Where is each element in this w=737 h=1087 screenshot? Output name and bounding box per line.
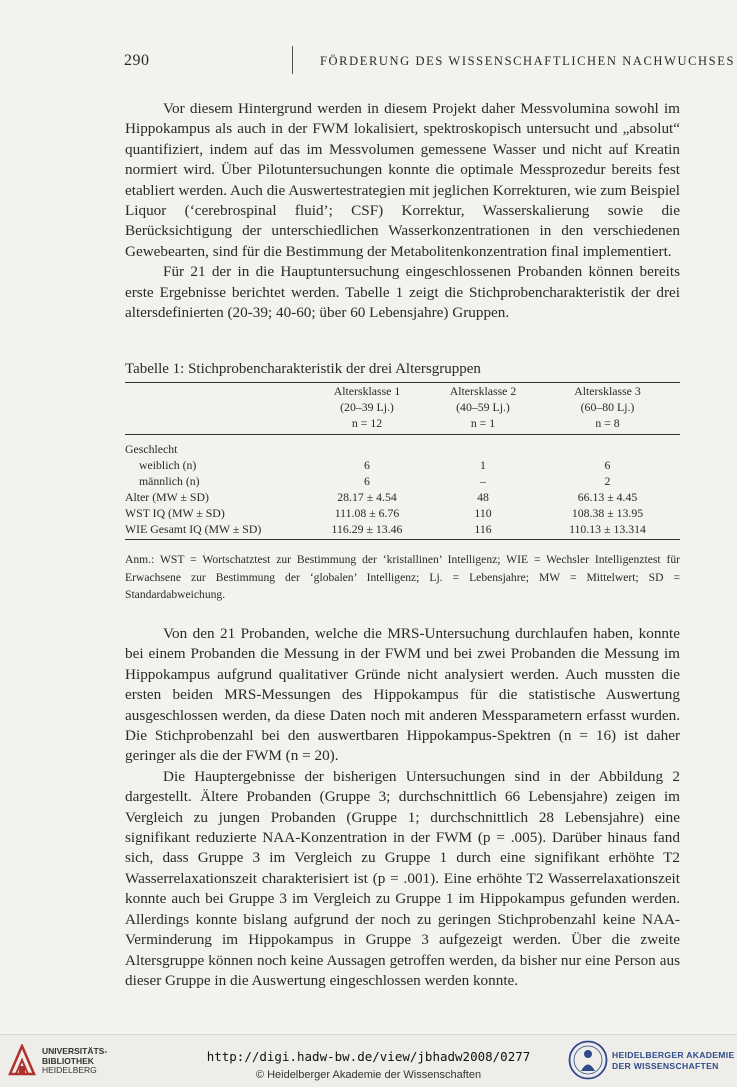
table-cell <box>303 435 431 458</box>
academy-name: HEIDELBERGER AKADEMIE DER WISSENSCHAFTEN <box>612 1050 735 1071</box>
column-header: Altersklasse 3 <box>574 384 641 398</box>
table-cell: 116 <box>431 521 535 540</box>
table-cell: – <box>480 474 486 488</box>
source-url-link[interactable]: http://digi.hadw-bw.de/view/jbhadw2008/0277 <box>206 1049 531 1064</box>
paragraph: Vor diesem Hintergrund werden in diesem Projekt daher Messvolumina sowohl im Hippokampus als auch in der FWM lokalisiert, spektroskopisch untersucht und „absolut“ quantifiziert, indem auf das im Messvolumen gemessene Wasser und nicht auf Kreatin normiert wird. Über Pilotuntersuchungen konnte die optimale Messprozedur bereits fest etabliert werden. Auch die Auswertestrategien mit jeglichen Korrekturen, wie zum Beispiel Liquor (‘cerebrospinal fluid’; CSF) Korrektur, Wasserskalierung sowie die Berücksichtigung der unterschiedlichen Wasserkonzentrationen in den verschiedenen Gewebearten, sind für die Bestimmung der Metabolitenkonzentration final implementiert. <box>125 100 681 260</box>
row-label: Alter (MW ± SD) <box>125 490 209 504</box>
row-label: männlich (n) <box>139 474 200 488</box>
academy-seal-icon <box>568 1040 608 1080</box>
page-number: 290 <box>124 52 150 69</box>
column-age-range: (60–80 Lj.) <box>580 400 635 414</box>
running-title: FÖRDERUNG DES WISSENSCHAFTLICHEN NACHWUCHSES <box>320 54 735 68</box>
table-row <box>125 505 680 521</box>
table-note: Anm.: WST = Wortschatztest zur Bestimmung der ‘kristallinen’ Intelligenz; WIE = Wechsler Intelligenztest für Erwachsene zur Bestimmung der ‘globalen’ Intelligenz; Lj. = Lebensjahre; MW = Mittelwert; SD = Standardabweichung. <box>125 553 680 601</box>
table-cell: 110 <box>474 506 492 520</box>
table-cell: 116.29 ± 13.46 <box>303 521 431 540</box>
table-cell: 48 <box>477 490 489 504</box>
table-row <box>125 473 680 489</box>
table-row <box>125 489 680 505</box>
table-cell: 108.38 ± 13.95 <box>571 506 644 520</box>
table-row <box>125 457 680 473</box>
university-library-name: UNIVERSITÄTS- BIBLIOTHEK HEIDELBERG <box>42 1046 108 1075</box>
table-cell <box>535 435 680 458</box>
table-cell <box>431 435 535 458</box>
table-cell: 2 <box>604 474 611 488</box>
table-cell: 1 <box>480 458 486 472</box>
digitization-footer <box>0 1034 737 1087</box>
running-header <box>120 52 735 76</box>
table-row <box>125 435 680 458</box>
table-cell: 6 <box>604 458 611 472</box>
column-header: Altersklasse 2 <box>449 384 517 398</box>
column-age-range: (20–39 Lj.) <box>340 400 394 414</box>
table-row <box>125 521 680 540</box>
table-header-row <box>125 383 680 400</box>
table-header-row <box>125 415 680 435</box>
column-age-range: (40–59 Lj.) <box>456 400 510 414</box>
table-cell: 6 <box>364 474 370 488</box>
paragraph: Für 21 der in die Hauptuntersuchung eingeschlossenen Probanden können bereits erste Ergebnisse berichtet werden. Tabelle 1 zeigt die Stichprobencharakteristik der drei altersdefinierten (20-39; 40-60; über 60 Lebensjahre) Gruppen. <box>125 263 680 322</box>
column-sample-size: n = 12 <box>351 416 383 430</box>
table-cell: 110.13 ± 13.314 <box>535 521 680 540</box>
table-cell: 6 <box>364 458 370 472</box>
table-cell: 28.17 ± 4.54 <box>337 490 397 504</box>
body-section-top <box>125 99 680 323</box>
copyright-notice: © Heidelberger Akademie der Wissenschaften <box>255 1069 482 1081</box>
paragraph: Die Hauptergebnisse der bisherigen Untersuchungen sind in der Abbildung 2 dargestellt. Ältere Probanden (Gruppe 3; durchschnittlich 66 Lebensjahre) zeigen im Vergleich zu jungen Probanden (Gruppe 1; durchschnittlich 28 Lebensjahre) eine signifikant reduzierte NAA-Konzentration in der FWM (p = .005). Darüber hinaus fand sich, dass Gruppe 3 im Vergleich zu Gruppe 1 durch eine signifikant erhöhte T2 Wasserrelaxationszeit charakterisiert ist (p = .001). Eine erhöhte T2 Wasserrelaxationszeit konnte auch bei Gruppe 3 im Vergleich zu Gruppe 1 im Hippokampus gefunden werden. Allerdings konnte bislang aufgrund der noch zu geringen Stichprobenzahl keine NAA-Verminderung im Hippokampus in Gruppe 3 aufgezeigt werden. Über die zweite Altersgruppe können noch keine Aussagen getroffen werden, da bisher nur eine Person aus dieser Gruppe in die Auswertung eingeschlossen werden konnte. <box>125 767 680 989</box>
row-label: WIE Gesamt IQ (MW ± SD) <box>125 521 303 540</box>
row-label: weiblich (n) <box>139 458 197 472</box>
paragraph: Von den 21 Probanden, welche die MRS-Untersuchung durchlaufen haben, konnte bei einem Probanden die Messung in der FWM und bei zwei Probanden die Messung im Hippokampus aufgrund qualitativer Gründe nicht analysiert werden. Auch mussten die ersten beiden MRS-Messungen des Hippokampus für die statistische Auswertung ausgeschlossen werden, da diese Daten noch mit anderen Messparametern erfasst wurden. Die Stichprobenzahl bei den auswertbaren Hippokampus-Spektren (n = 16) ist daher geringer als die der FWM (n = 20). <box>125 625 680 765</box>
table-header-row <box>125 399 680 415</box>
column-sample-size: n = 1 <box>470 416 496 430</box>
column-sample-size: n = 8 <box>595 416 620 430</box>
row-label: Geschlecht <box>125 442 178 456</box>
body-section-bottom <box>125 624 680 991</box>
table-cell: 111.08 ± 6.76 <box>334 506 400 520</box>
row-label: WST IQ (MW ± SD) <box>125 506 225 520</box>
table-caption: Tabelle 1: Stichprobencharakteristik der drei Altersgruppen <box>125 361 481 377</box>
table-cell: 66.13 ± 4.45 <box>577 490 638 504</box>
sample-characteristics-table <box>125 382 680 540</box>
column-header: Altersklasse 1 <box>333 384 401 398</box>
header-divider <box>292 46 293 74</box>
